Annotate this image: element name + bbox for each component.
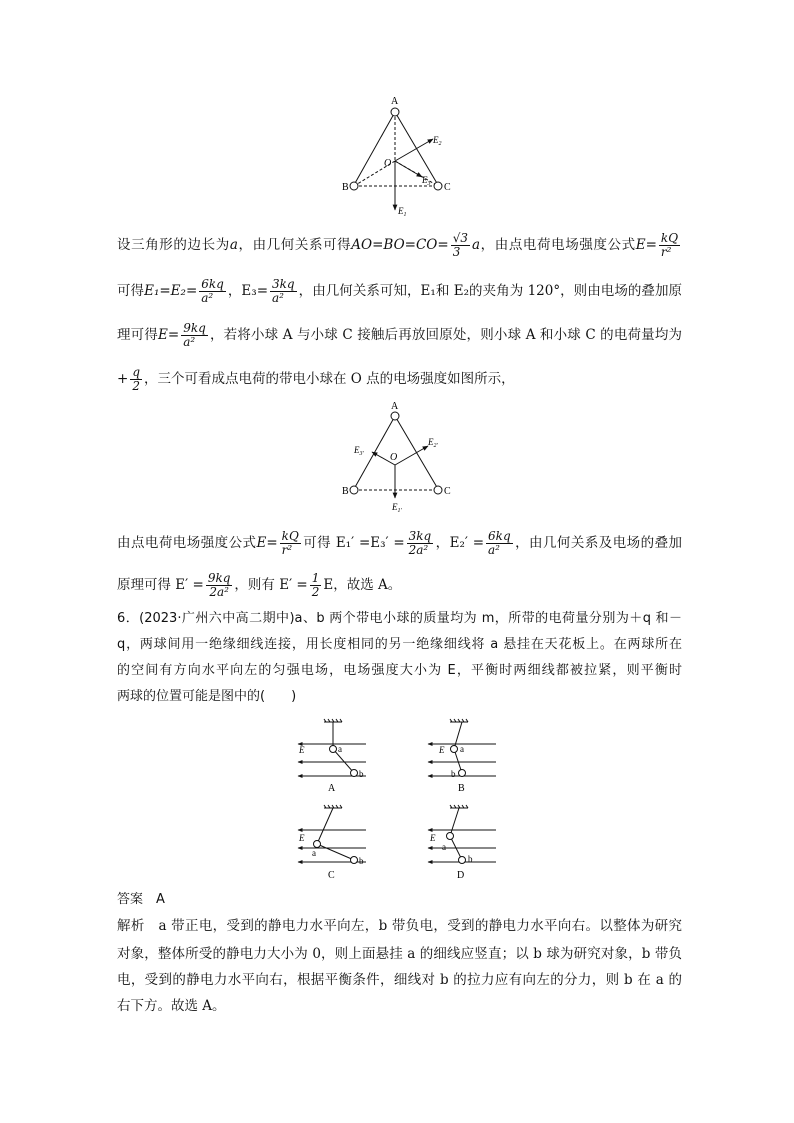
svg-text:E1	[397, 206, 407, 218]
analysis-line-1: 解析 a 带正电，受到的静电力水平向左，b 带负电，受到的静电力水平向右。以整体为研究	[117, 918, 683, 934]
svg-text:E2′	[427, 437, 439, 449]
e3p-sub: 3′	[359, 451, 364, 457]
e2p-label: E	[428, 437, 434, 447]
e1p-label: E	[392, 502, 398, 512]
opt-a-label: A	[328, 783, 336, 794]
answer-value: A	[156, 892, 165, 907]
vertex-c-label-2: C	[444, 486, 451, 497]
opt-b-a: a	[460, 744, 464, 754]
vertex-b-label-2: B	[342, 486, 349, 497]
e3p-label: E	[354, 445, 360, 455]
option-c-figure	[298, 805, 366, 881]
analysis-label: 解析	[117, 918, 145, 934]
opt-c-a: a	[312, 848, 316, 858]
e2-sub: 2	[438, 141, 442, 147]
option-figures	[290, 718, 510, 886]
question-6-line-4: 两球的位置可能是图中的( )	[117, 689, 297, 704]
e1-label: E	[398, 206, 404, 216]
solution2-line-2: 原理可得 E′ = $\frac{9kq}{\text{2a²}}$ ，则有 E′ = $\frac{1}{2}$ E，故选 A。	[117, 571, 402, 599]
center-o-label: O	[384, 158, 392, 169]
question-6-line-3: 的空间有方向水平向左的匀强电场，电场强度大小为 E，平衡时两细线都被拉紧，则平衡时	[117, 663, 682, 678]
vertex-c-label: C	[444, 182, 451, 193]
e1p-sub: 1′	[397, 508, 402, 514]
option-d-figure	[428, 805, 496, 881]
vertex-a-label-2: A	[391, 401, 399, 412]
opt-b-e: E	[439, 745, 445, 755]
opt-c-label: C	[328, 870, 335, 881]
svg-text:E3′	[353, 445, 365, 457]
opt-d-a: a	[442, 842, 446, 852]
opt-b-b: b	[451, 769, 456, 779]
center-o-label-2: O	[390, 452, 398, 463]
answer-label: 答案	[117, 892, 144, 907]
svg-text:E2	[432, 135, 442, 147]
e1-sub: 1	[403, 212, 407, 218]
analysis-line-3: 电，受到的静电力水平向右，根据平衡条件，细线对 b 的拉力应有向左的分力，则 b 在 a 的	[117, 972, 682, 988]
e3-sub: 3	[427, 181, 431, 187]
option-a-figure	[298, 719, 366, 794]
opt-c-b: b	[359, 856, 364, 866]
fraction-sqrt3-over-3: $\frac{√3}{3}$	[452, 231, 468, 259]
analysis-line-2: 对象，整体所受的静电力大小为 0，则上面悬挂 a 的细线应竖直；以 b 球为研究对象，b 带负	[117, 946, 682, 962]
solution-line-4: + $\frac{q}{2}$ ，三个可看成点电荷的带电小球在 O 点的电场强度如图所示，	[117, 365, 515, 393]
vertex-b-label: B	[342, 182, 349, 193]
question-6-line-1: 6．(2023·广州六中高二期中)a、b 两个带电小球的质量均为 m，所带的电荷量分别为＋q 和－	[117, 611, 682, 626]
question-6-line-2: q，两球间用一绝缘细线连接，用长度相同的另一绝缘细线将 a 悬挂在天花板上。在两球所在	[117, 637, 682, 652]
opt-c-e: E	[299, 833, 305, 843]
answer-line	[117, 890, 682, 910]
opt-a-a: a	[338, 744, 342, 754]
solution-line-3: 理可得E= $\frac{9kq}{\text{a²}}$ ，若将小球 A 与小球 C 接触后再放回原处，则小球 A 和小球 C 的电荷量均为	[117, 321, 682, 349]
opt-a-b: b	[359, 769, 364, 779]
e2p-sub: 2′	[433, 443, 438, 449]
opt-a-e: E	[299, 745, 305, 755]
triangle-field-figure-1	[330, 92, 470, 220]
solution-line-2: 可得E₁=E₂= $\frac{6kq}{\text{a²}}$ ，E₃= $\frac{3kq}{\text{a²}}$ ，由几何关系可知，E₁和 E₂的夹角为 120°，则由电场的叠加原	[117, 277, 682, 305]
triangle-field-figure-2	[330, 398, 470, 516]
opt-d-b: b	[468, 854, 473, 864]
solution-line-1: 设三角形的边长为a，由几何关系可得AO=BO=CO= $\frac{√3}{3}$ a，由点电荷电场强度公式E= $\frac{kQ}{\text{r²}}$	[117, 231, 679, 259]
e2-label: E	[433, 135, 439, 145]
opt-b-label: B	[458, 783, 465, 794]
vertex-a-label: A	[391, 96, 399, 107]
e3-label: E	[422, 175, 428, 185]
option-b-figure	[428, 719, 496, 794]
opt-d-e: E	[430, 833, 436, 843]
svg-text:E1′	[391, 502, 403, 514]
svg-text:E3	[421, 175, 431, 187]
opt-d-label: D	[457, 870, 465, 881]
fraction-kq-over-r2: $\frac{kQ}{\text{r²}}$	[660, 231, 679, 259]
solution2-line-1: 由点电荷电场强度公式E= $\frac{kQ}{\text{r²}}$ 可得 E₁′ =E₃′ = $\frac{3kq}{\text{2a²}}$ ，E₂′ = $\frac{6kq}{\text{a²}}$ ，由几何关系及电场的叠加	[117, 529, 683, 557]
analysis-line-4: 右下方。故选 A。	[117, 998, 226, 1014]
